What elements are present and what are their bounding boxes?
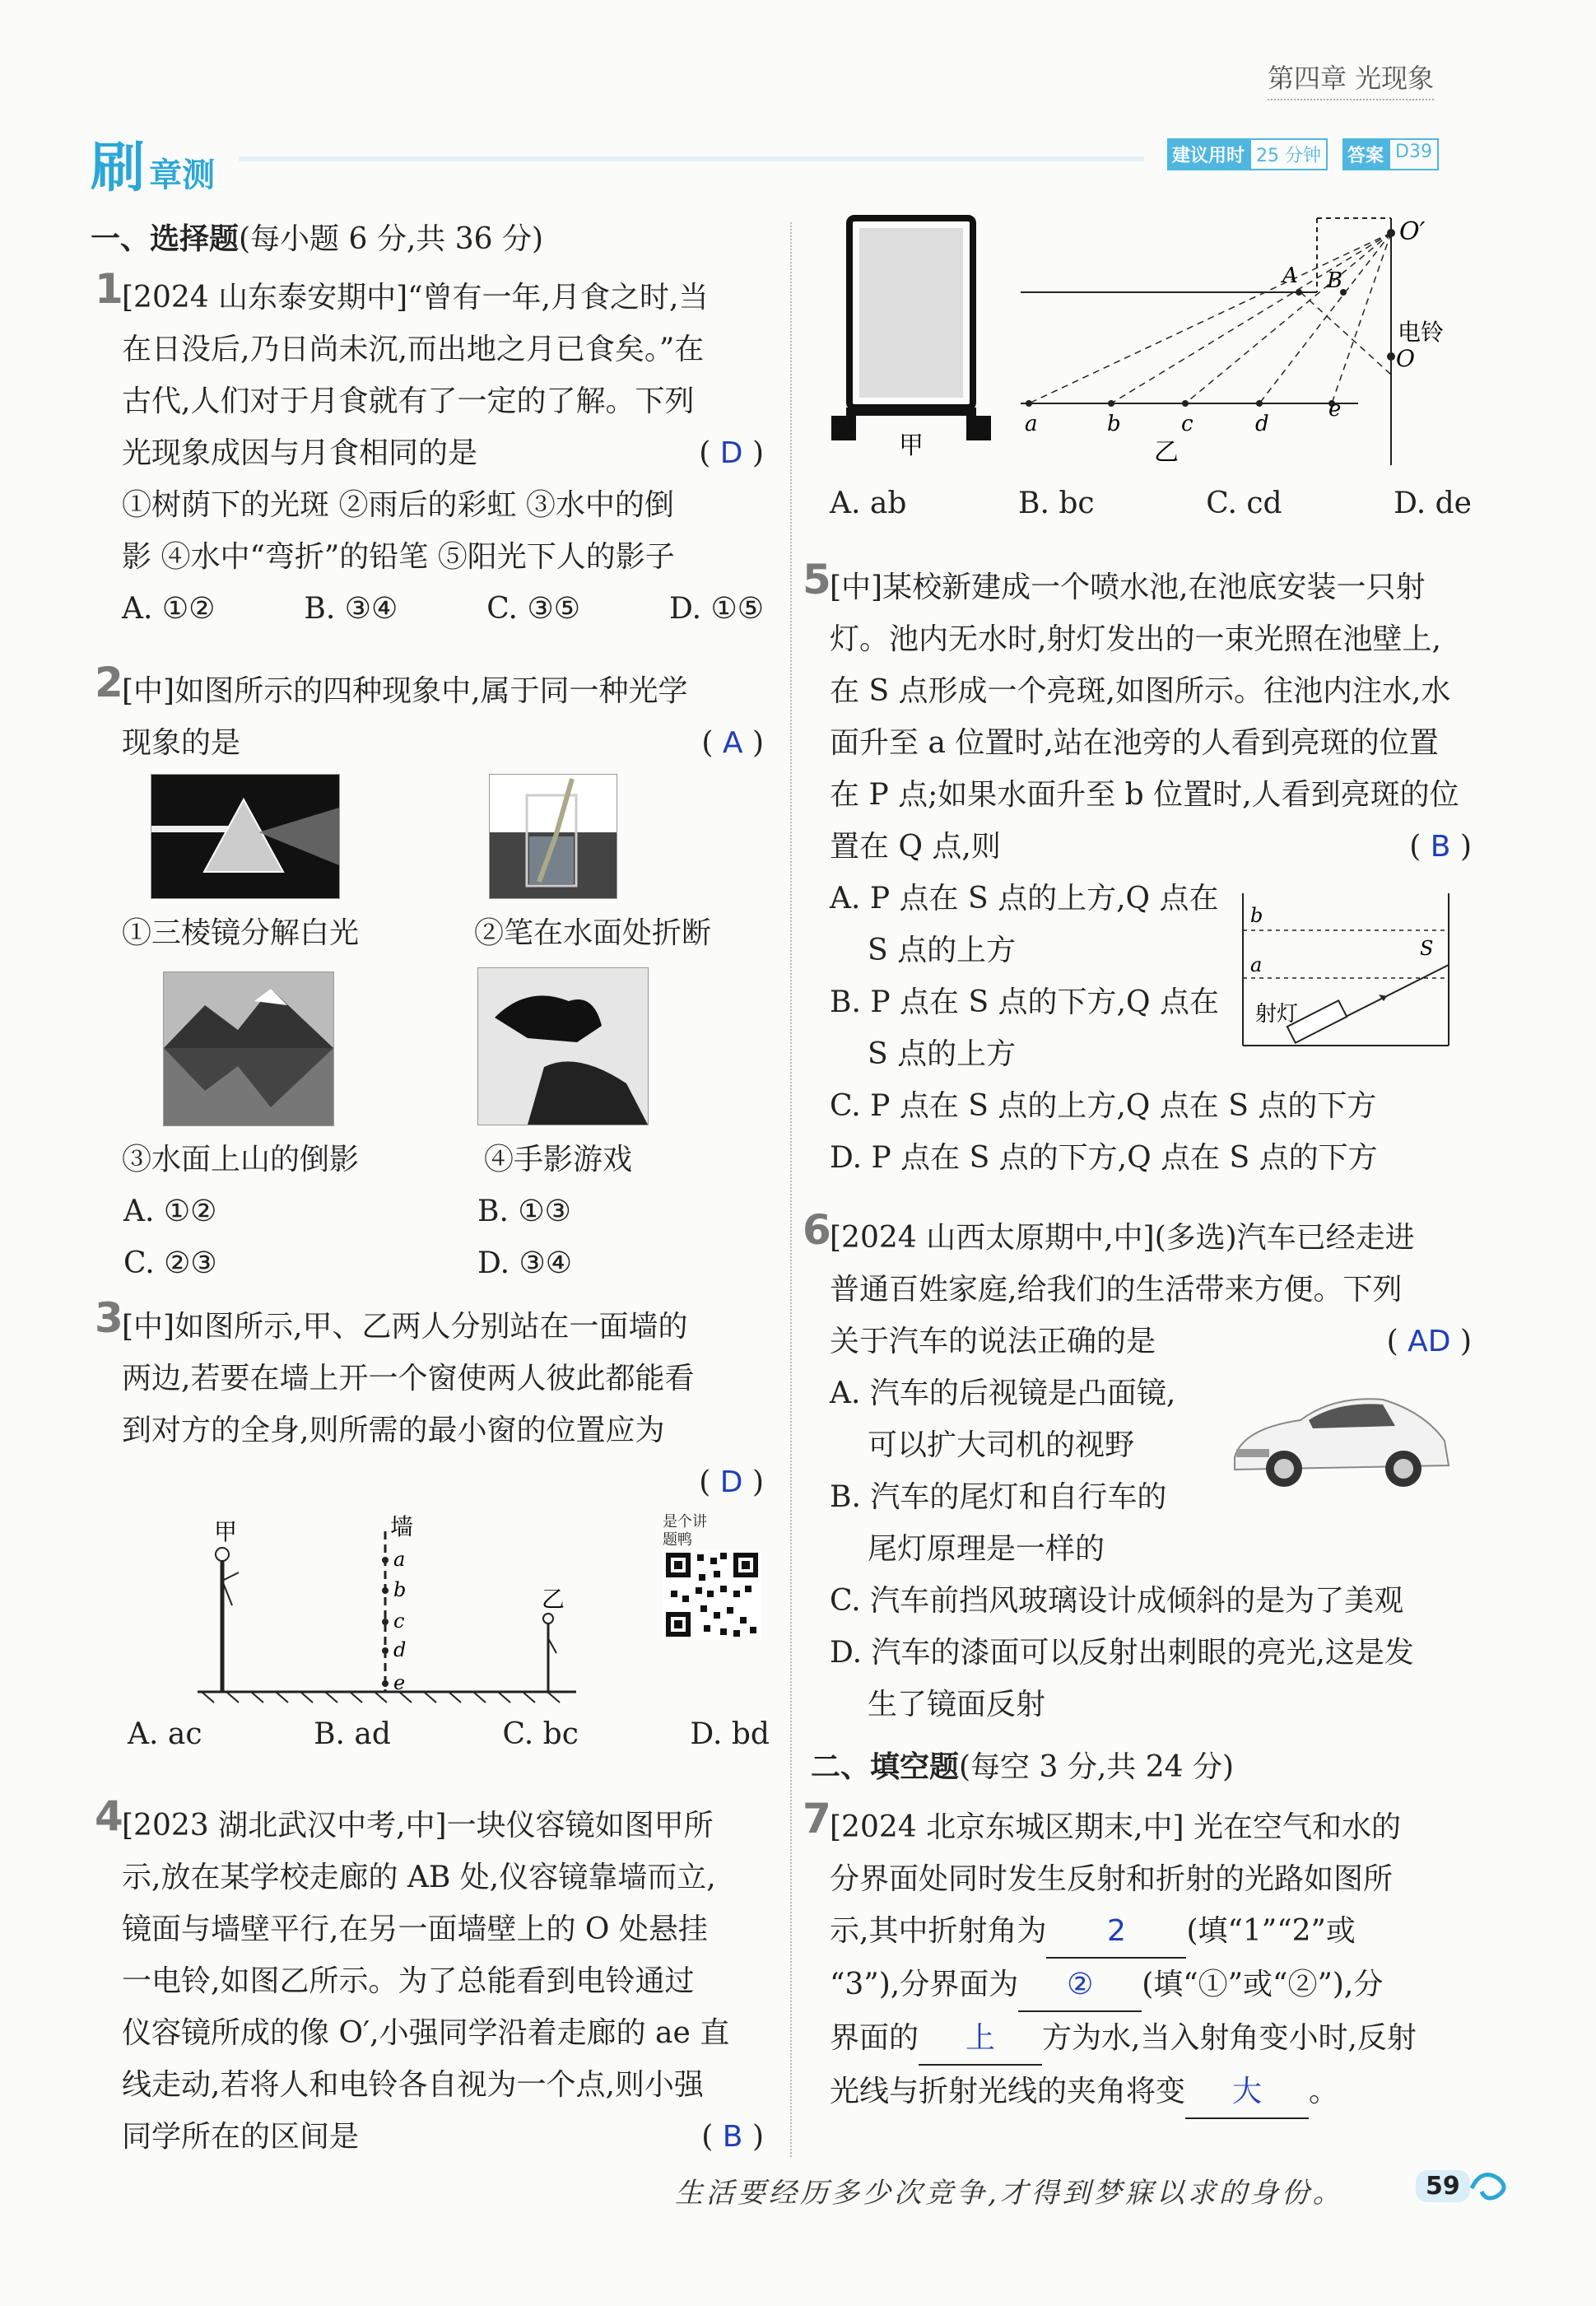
mountain-illustration [164, 972, 333, 1125]
option-c[interactable]: C. ③⑤ [486, 592, 580, 626]
point-c: c [393, 1610, 405, 1633]
q7-line: 分界面处同时发生反射和折射的光路如图所 [830, 1862, 1394, 1896]
time-badge [1167, 138, 1439, 170]
point-b: b [393, 1578, 407, 1601]
brand-big: 刷 [91, 136, 145, 199]
option-a[interactable]: A. 汽车的后视镜是凸面镜, [830, 1377, 1176, 1410]
q3-answer-slot: ( D ) [699, 1465, 764, 1499]
q1-answer: D [719, 436, 743, 470]
time-value: 25 分钟 [1249, 138, 1328, 170]
footer-motto: 生活要经历多少次竞争,才得到梦寐以求的身份。 [675, 2177, 1344, 2210]
fig-label-yi: 乙 [1154, 438, 1179, 467]
fig-point-e: e [1328, 397, 1342, 422]
fig-B: B [1327, 268, 1343, 293]
fig-O-prime: O′ [1399, 217, 1426, 246]
q7-number: 7 [803, 1795, 831, 1842]
prism-photo [151, 774, 340, 899]
option-b[interactable]: B. bc [1018, 487, 1095, 520]
q3-figure [189, 1515, 584, 1704]
q5-line: 面升至 a 位置时,站在池旁的人看到亮斑的位置 [830, 726, 1439, 760]
q5 [830, 561, 1472, 1184]
point-a: a [393, 1548, 406, 1571]
q1-items: ①树荫下的光斑 ②雨后的彩虹 ③水中的倒 [122, 488, 674, 522]
label-jia: 甲 [214, 1518, 238, 1545]
option-a[interactable]: A. ab [830, 487, 907, 520]
q5-answer-slot: ( B ) [1409, 830, 1472, 864]
option-d[interactable]: D. 汽车的漆面可以反射出刺眼的亮光,这是发 [830, 1636, 1414, 1670]
fig-lamp: 射灯 [1255, 1002, 1299, 1027]
caption-pencil: ②笔在水面处折断 [474, 916, 712, 950]
q3-line: 两边,若要在墙上开一个窗使两人彼此都能看 [122, 1362, 695, 1395]
chapter-title: 第四章 光现象 [1268, 58, 1434, 100]
answer-label: 答案 [1342, 138, 1389, 170]
option-d-cont: 生了镜面反射 [868, 1688, 1046, 1721]
option-b[interactable]: B. ③④ [304, 592, 398, 626]
hand-shadow-photo [477, 967, 649, 1125]
q4-answer-slot: ( B ) [701, 2120, 764, 2154]
q4-line: 镜面与墙壁平行,在另一面墙壁上的 O 处悬挂 [122, 1912, 708, 1946]
option-a-cont: 可以扩大司机的视野 [868, 1428, 1135, 1462]
q1-line: 在日没后,乃日尚未沉,而出地之月已食矣。”在 [122, 333, 705, 366]
q1 [122, 272, 764, 635]
q2 [122, 665, 764, 769]
fig-point-d: d [1255, 412, 1269, 436]
q3 [122, 1301, 764, 1508]
q4 [122, 1800, 764, 2163]
q4-line: 仪容镜所成的像 O′,小强同学沿着走廊的 ae 直 [122, 2016, 730, 2050]
q7-line: 界面的 上 方为水,当入射角变小时,反射 [830, 2012, 1472, 2066]
q2-options [123, 1186, 617, 1289]
car-photo [1218, 1383, 1457, 1498]
q3-answer-line [122, 1456, 764, 1508]
point-e: e [393, 1671, 406, 1694]
q3-answer: D [719, 1465, 743, 1499]
q2-line: 现象的是 ( A ) [122, 717, 764, 769]
q1-line: [2024 山东泰安期中]“曾有一年,月食之时,当 [122, 281, 709, 314]
q4-options [830, 478, 1472, 529]
hand-shadow-illustration [478, 968, 648, 1125]
q2-answer: A [722, 726, 743, 760]
q5-number: 5 [803, 556, 831, 603]
fig-A: A [1282, 263, 1298, 288]
answer-value: D39 [1389, 138, 1439, 170]
q5-line: 在 P 点;如果水面升至 b 位置时,人看到亮斑的位 [830, 778, 1459, 812]
q6-line: 普通百姓家庭,给我们的生活带来方便。下列 [830, 1273, 1403, 1307]
qr-caption: 是个讲题鸭 [663, 1513, 707, 1549]
q1-options [122, 583, 764, 635]
q7-line: [2024 北京东城区期末,中] 光在空气和水的 [830, 1810, 1402, 1844]
q1-answer-slot: ( D ) [699, 436, 764, 470]
q5-line: 灯。池内无水时,射灯发出的一束光照在池壁上, [830, 622, 1441, 656]
pencil-illustration [490, 775, 617, 898]
q3-options [128, 1708, 770, 1760]
fig-bell: 电铃 [1398, 319, 1445, 346]
q6-answer: AD [1408, 1325, 1451, 1358]
q1-line: 古代,人们对于月食就有了一定的了解。下列 [122, 384, 695, 418]
q2-line: [中]如图所示的四种现象中,属于同一种光学 [122, 674, 688, 708]
q4-line: 示,放在某学校走廊的 AB 处,仪容镜靠墙而立, [122, 1861, 716, 1894]
caption-hand-shadow: ④手影游戏 [484, 1143, 633, 1176]
section2-title: 二、填空题(每空 3 分,共 24 分) [811, 1750, 1235, 1784]
option-a[interactable]: A. ①② [123, 1195, 217, 1228]
swirl-icon [1465, 2164, 1515, 2205]
option-a-cont: S 点的上方 [868, 934, 1017, 967]
label-yi: 乙 [542, 1586, 565, 1613]
option-d[interactable]: D. ③④ [477, 1246, 573, 1280]
q2-answer-slot: ( A ) [701, 726, 764, 760]
q3-line: [中]如图所示,甲、乙两人分别站在一面墙的 [122, 1310, 688, 1344]
q4-line: 一电铃,如图乙所示。为了总能看到电铃通过 [122, 1964, 695, 1998]
brand-logo [91, 123, 215, 202]
q6-line: [2024 山西太原期中,中](多选)汽车已经走进 [830, 1221, 1415, 1255]
fig-S: S [1420, 937, 1434, 960]
option-d[interactable]: D. bd [690, 1717, 770, 1751]
option-c[interactable]: C. P 点在 S 点的上方,Q 点在 S 点的下方 [830, 1089, 1377, 1123]
option-b[interactable]: B. ①③ [477, 1195, 571, 1228]
q5-line: 在 S 点形成一个亮斑,如图所示。往池内注水,水 [830, 674, 1451, 708]
q4-line: 线走动,若将人和电铃各自视为一个点,则小强 [122, 2068, 704, 2102]
qr-code[interactable] [663, 1549, 761, 1640]
pencil-water-photo [489, 774, 617, 899]
option-b[interactable]: B. ad [314, 1717, 391, 1751]
column-divider [790, 222, 792, 2157]
q7-line: 光线与折射光线的夹角将变 大 。 [830, 2066, 1472, 2119]
q5-answer: B [1430, 830, 1451, 864]
header-rule [239, 156, 1144, 161]
option-c[interactable]: C. 汽车前挡风玻璃设计成倾斜的是为了美观 [830, 1584, 1404, 1618]
brand-small: 章测 [149, 156, 216, 194]
q7-line: 示,其中折射角为 2 (填“1”“2”或 [830, 1905, 1472, 1959]
q4-line: 同学所在的区间是 ( B ) [122, 2111, 764, 2163]
q7 [830, 1801, 1472, 2119]
fig-a: a [1250, 953, 1263, 976]
blank-1[interactable]: 2 [1046, 1905, 1186, 1959]
q4-answer: B [722, 2120, 743, 2154]
q4-number: 4 [95, 1792, 123, 1840]
section1-title: 一、选择题(每小题 6 分,共 36 分) [91, 222, 544, 256]
option-d[interactable]: D. P 点在 S 点的下方,Q 点在 S 点的下方 [830, 1141, 1378, 1175]
q6-line: 关于汽车的说法正确的是 ( AD ) [830, 1316, 1472, 1367]
q6-answer-slot: ( AD ) [1386, 1325, 1472, 1358]
q2-number: 2 [95, 659, 123, 706]
option-c[interactable]: C. ②③ [123, 1246, 217, 1280]
q1-items: 影 ④水中“弯折”的铅笔 ⑤阳光下人的影子 [122, 540, 675, 574]
fig-point-a: a [1025, 412, 1038, 436]
fig-label-jia: 甲 [899, 431, 924, 460]
option-c[interactable]: C. bc [502, 1717, 579, 1751]
q3-number: 3 [95, 1294, 123, 1342]
q5-line: [中]某校新建成一个喷水池,在池底安装一只射 [830, 571, 1426, 604]
q3-line: 到对方的全身,则所需的最小窗的位置应为 [122, 1414, 665, 1447]
caption-prism: ①三棱镜分解白光 [122, 916, 360, 950]
q6-number: 6 [803, 1206, 831, 1254]
page-number: 59 [1416, 2170, 1470, 2202]
option-b-cont: S 点的上方 [868, 1037, 1017, 1071]
option-b-cont: 尾灯原理是一样的 [868, 1532, 1105, 1566]
point-d: d [393, 1638, 407, 1661]
blank-2[interactable]: ② [1018, 1959, 1142, 2012]
q7-line: “3”),分界面为 ② (填“①”或“②”),分 [830, 1959, 1472, 2012]
fig-point-c: c [1181, 412, 1194, 436]
time-label: 建议用时 [1167, 138, 1249, 170]
blank-4[interactable]: 大 [1185, 2066, 1309, 2119]
q5-line: 置在 Q 点,则 ( B ) [830, 821, 1472, 873]
option-b[interactable]: B. P 点在 S 点的下方,Q 点在 [830, 985, 1219, 1019]
fig-O: O [1396, 345, 1415, 372]
option-a[interactable]: A. ac [128, 1717, 202, 1751]
option-a[interactable]: A. ①② [122, 592, 216, 626]
q1-line: 光现象成因与月食相同的是 ( D ) [122, 427, 764, 479]
option-a[interactable]: A. P 点在 S 点的上方,Q 点在 [830, 882, 1219, 915]
fig-b: b [1250, 904, 1263, 927]
mountain-reflection-photo [163, 971, 334, 1126]
option-b[interactable]: B. 汽车的尾灯和自行车的 [830, 1480, 1167, 1514]
blank-3[interactable]: 上 [919, 2012, 1042, 2066]
label-wall: 墙 [390, 1515, 414, 1540]
option-c[interactable]: C. cd [1206, 487, 1282, 520]
q4-line: [2023 湖北武汉中考,中]一块仪容镜如图甲所 [122, 1809, 714, 1842]
q5-figure [1239, 889, 1461, 1054]
prism-illustration [151, 775, 339, 898]
option-d[interactable]: D. ①⑤ [668, 592, 764, 626]
q1-number: 1 [95, 265, 123, 313]
option-d[interactable]: D. de [1394, 487, 1472, 520]
caption-reflection: ③水面上山的倒影 [122, 1143, 360, 1176]
qr-block [663, 1513, 761, 1643]
fig-point-b: b [1107, 412, 1121, 436]
q4-figure [823, 210, 1498, 473]
